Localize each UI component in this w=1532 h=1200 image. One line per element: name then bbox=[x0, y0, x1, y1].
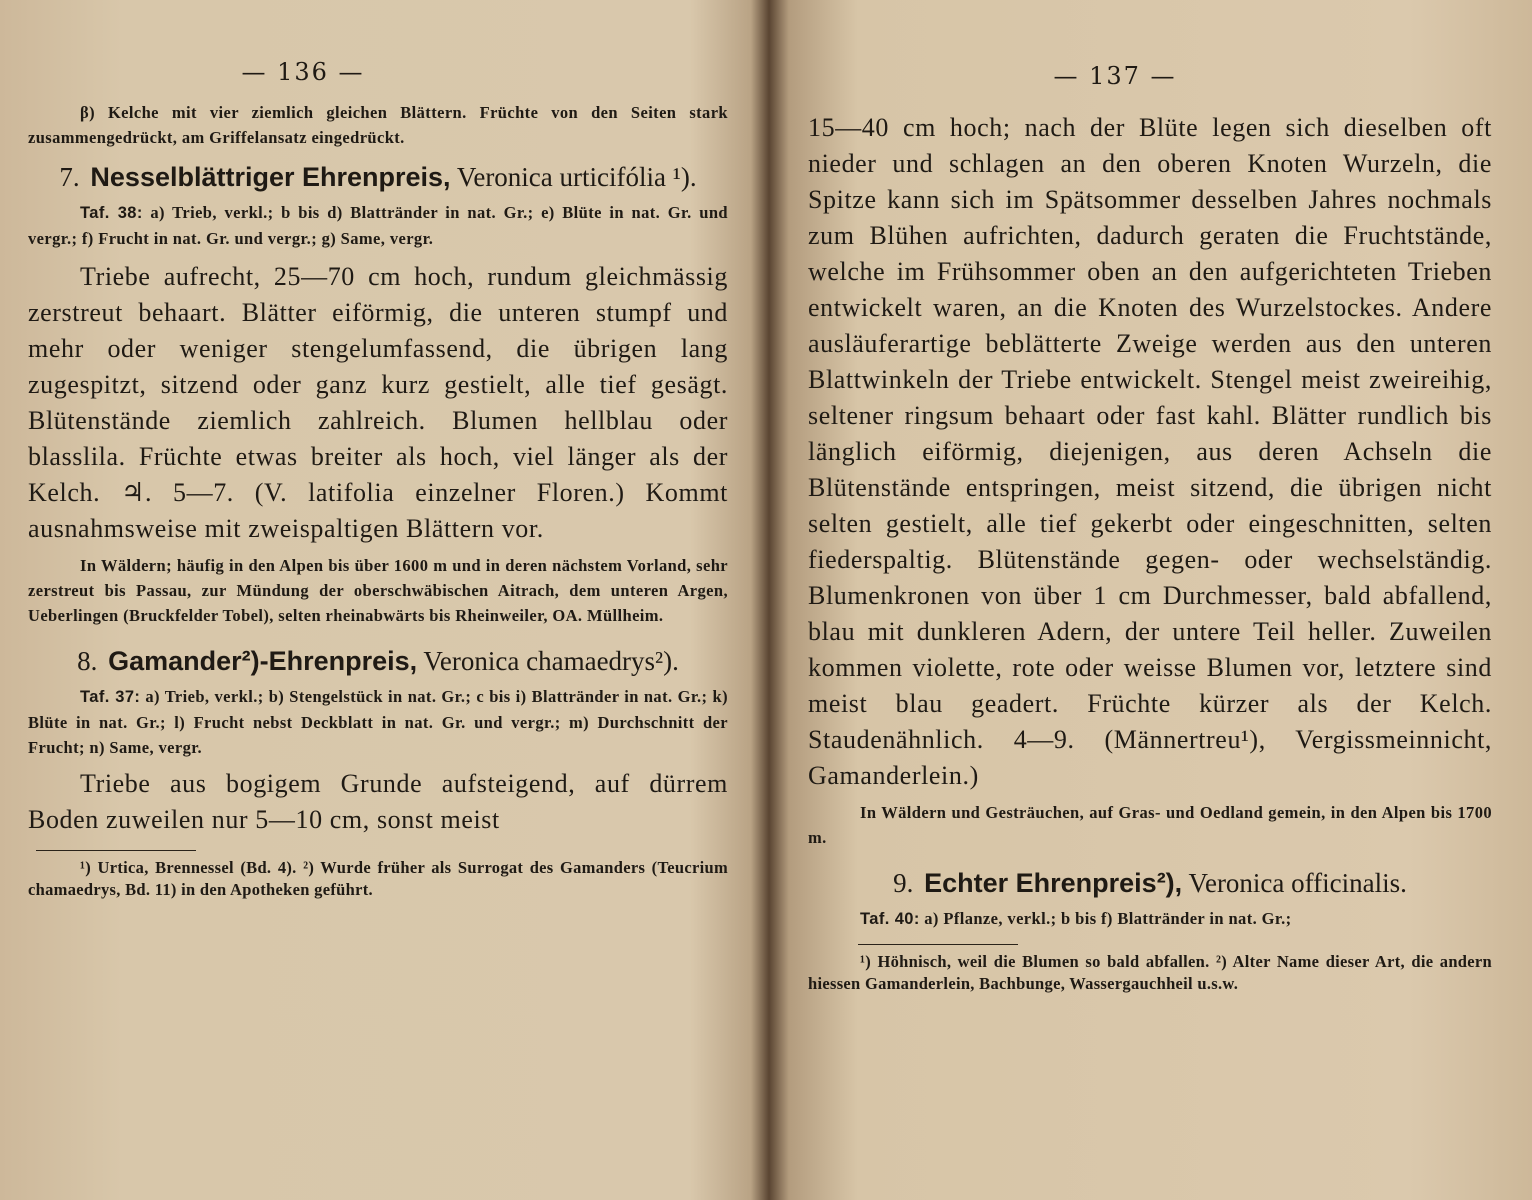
right-page bbox=[774, 0, 1532, 1200]
species-number: 9. bbox=[893, 868, 914, 898]
species-heading bbox=[28, 644, 728, 678]
page-number: — 137 — bbox=[1053, 62, 1177, 90]
plate-caption bbox=[808, 906, 1492, 932]
species-latin-name: Veronica officinalis. bbox=[1188, 868, 1407, 898]
species-latin-name: Veronica chamaedrys²). bbox=[423, 646, 679, 676]
plate-caption bbox=[28, 200, 728, 251]
plate-text: a) Pflanze, verkl.; b bis f) Blattränder in nat. Gr.; bbox=[924, 909, 1292, 928]
plate-label: Taf. 38: bbox=[80, 204, 143, 222]
footnote-text: ¹) Urtica, Brennessel (Bd. 4). ²) Wurde früher als Surrogat des Gamanders (Teucrium chamaedrys, Bd. 11) in den Apotheken geführt. bbox=[28, 858, 728, 899]
plate-text: a) Trieb, verkl.; b bis d) Blattränder in nat. Gr.; e) Blüte in nat. Gr. und vergr.; f) Frucht in nat. Gr. und vergr.; g) Same, vergr. bbox=[28, 203, 729, 248]
species-heading bbox=[28, 160, 728, 194]
left-page bbox=[0, 0, 758, 1200]
species-german-name: Nesselblättriger Ehrenpreis, bbox=[90, 162, 451, 192]
intro-paragraph: β) Kelche mit vier ziemlich gleichen Blättern. Früchte von den Seiten stark zusammengedrückt, am Griffelansatz eingedrückt. bbox=[28, 103, 728, 147]
footnotes bbox=[28, 857, 728, 901]
habitat-paragraph: In Wäldern und Gesträuchen, auf Gras- und Oedland gemein, in den Alpen bis 1700 m. bbox=[808, 803, 1492, 847]
footnote-divider bbox=[36, 850, 196, 851]
species-number: 8. bbox=[77, 646, 98, 676]
plate-caption bbox=[28, 684, 728, 760]
page-number: — 136 — bbox=[241, 58, 365, 86]
species-german-name: Echter Ehrenpreis²), bbox=[924, 868, 1183, 898]
footnotes bbox=[808, 951, 1492, 995]
plate-label: Taf. 40: bbox=[860, 910, 920, 928]
species-heading bbox=[808, 866, 1492, 900]
species-latin-name: Veronica urticifólia ¹). bbox=[456, 162, 697, 192]
species-description: Triebe aufrecht, 25—70 cm hoch, rundum gleichmässig zerstreut behaart. Blätter eiförmig, die unteren stumpf und mehr oder weniger stengelumfassend, die übrigen lang zugespitzt, sitzend oder ganz kurz gestielt, alle tief gesägt. Blütenstände ziemlich zahlreich. Blumen hellblau oder blasslila. Früchte etwas breiter als hoch, viel länger als der Kelch. ♃. 5—7. (V. latifolia einzelner Floren.) Kommt ausnahmsweise mit zweispaltigen Blättern vor. bbox=[28, 262, 728, 543]
habitat-paragraph: In Wäldern; häufig in den Alpen bis über 1600 m und in deren nächstem Vorland, sehr zerstreut bis Passau, zur Mündung der oberschwäbischen Aitrach, dem unteren Argen, Ueberlingen (Bruckfelder Tobel), selten rheinabwärts bis Rheinweiler, OA. Müllheim. bbox=[28, 556, 728, 625]
footnote-divider bbox=[858, 944, 1018, 945]
species-german-name: Gamander²)-Ehrenpreis, bbox=[108, 646, 418, 676]
plate-label: Taf. 37: bbox=[80, 688, 141, 706]
footnote-text: ¹) Höhnisch, weil die Blumen so bald abfallen. ²) Alter Name dieser Art, die andern hiessen Gamanderlein, Bachbunge, Wassergauchheil u.s.w. bbox=[808, 952, 1492, 993]
species-description-continued: 15—40 cm hoch; nach der Blüte legen sich dieselben oft nieder und schlagen an den oberen Knoten Wurzeln, die Spitze kann sich im Spätsommer desselben Jahres nochmals zum Blühen aufrichten, dadurch geraten die Fruchtstände, welche im Frühsommer oben an den aufgerichteten Trieben entwickelt waren, an die Knoten des Wurzelstockes. Andere ausläuferartige beblätterte Zweige werden aus den unteren Blattwinkeln der Triebe entwickelt. Stengel meist zweireihig, seltener ringsum behaart oder fast kahl. Blätter rundlich bis länglich eiförmig, diejenigen, aus deren Achseln die Blütenstände entspringen, meist sitzend, die übrigen nicht selten gestielt, alle tief gekerbt oder eingeschnitten, selten fiederspaltig. Blütenstände gegen- oder wechselständig. Blumenkronen von über 1 cm Durchmesser, bald abfallend, blau mit dunkleren Adern, der untere Teil heller. Zuweilen kommen violette, rote oder weisse Blumen vor, letztere sind meist blau geadert. Früchte kürzer als der Kelch. Staudenähnlich. 4—9. (Männertreu¹), Vergissmeinnicht, Gamanderlein.) bbox=[808, 113, 1492, 790]
species-number: 7. bbox=[59, 162, 80, 192]
species-description: Triebe aus bogigem Grunde aufsteigend, auf dürrem Boden zuweilen nur 5—10 cm, sonst meist bbox=[28, 769, 728, 834]
plate-text: a) Trieb, verkl.; b) Stengelstück in nat. Gr.; c bis i) Blattränder in nat. Gr.; k) Blüte in nat. Gr.; l) Frucht nebst Deckblatt in nat. Gr. und vergr.; m) Durchschnitt der Frucht; n) Same, vergr. bbox=[28, 687, 729, 757]
